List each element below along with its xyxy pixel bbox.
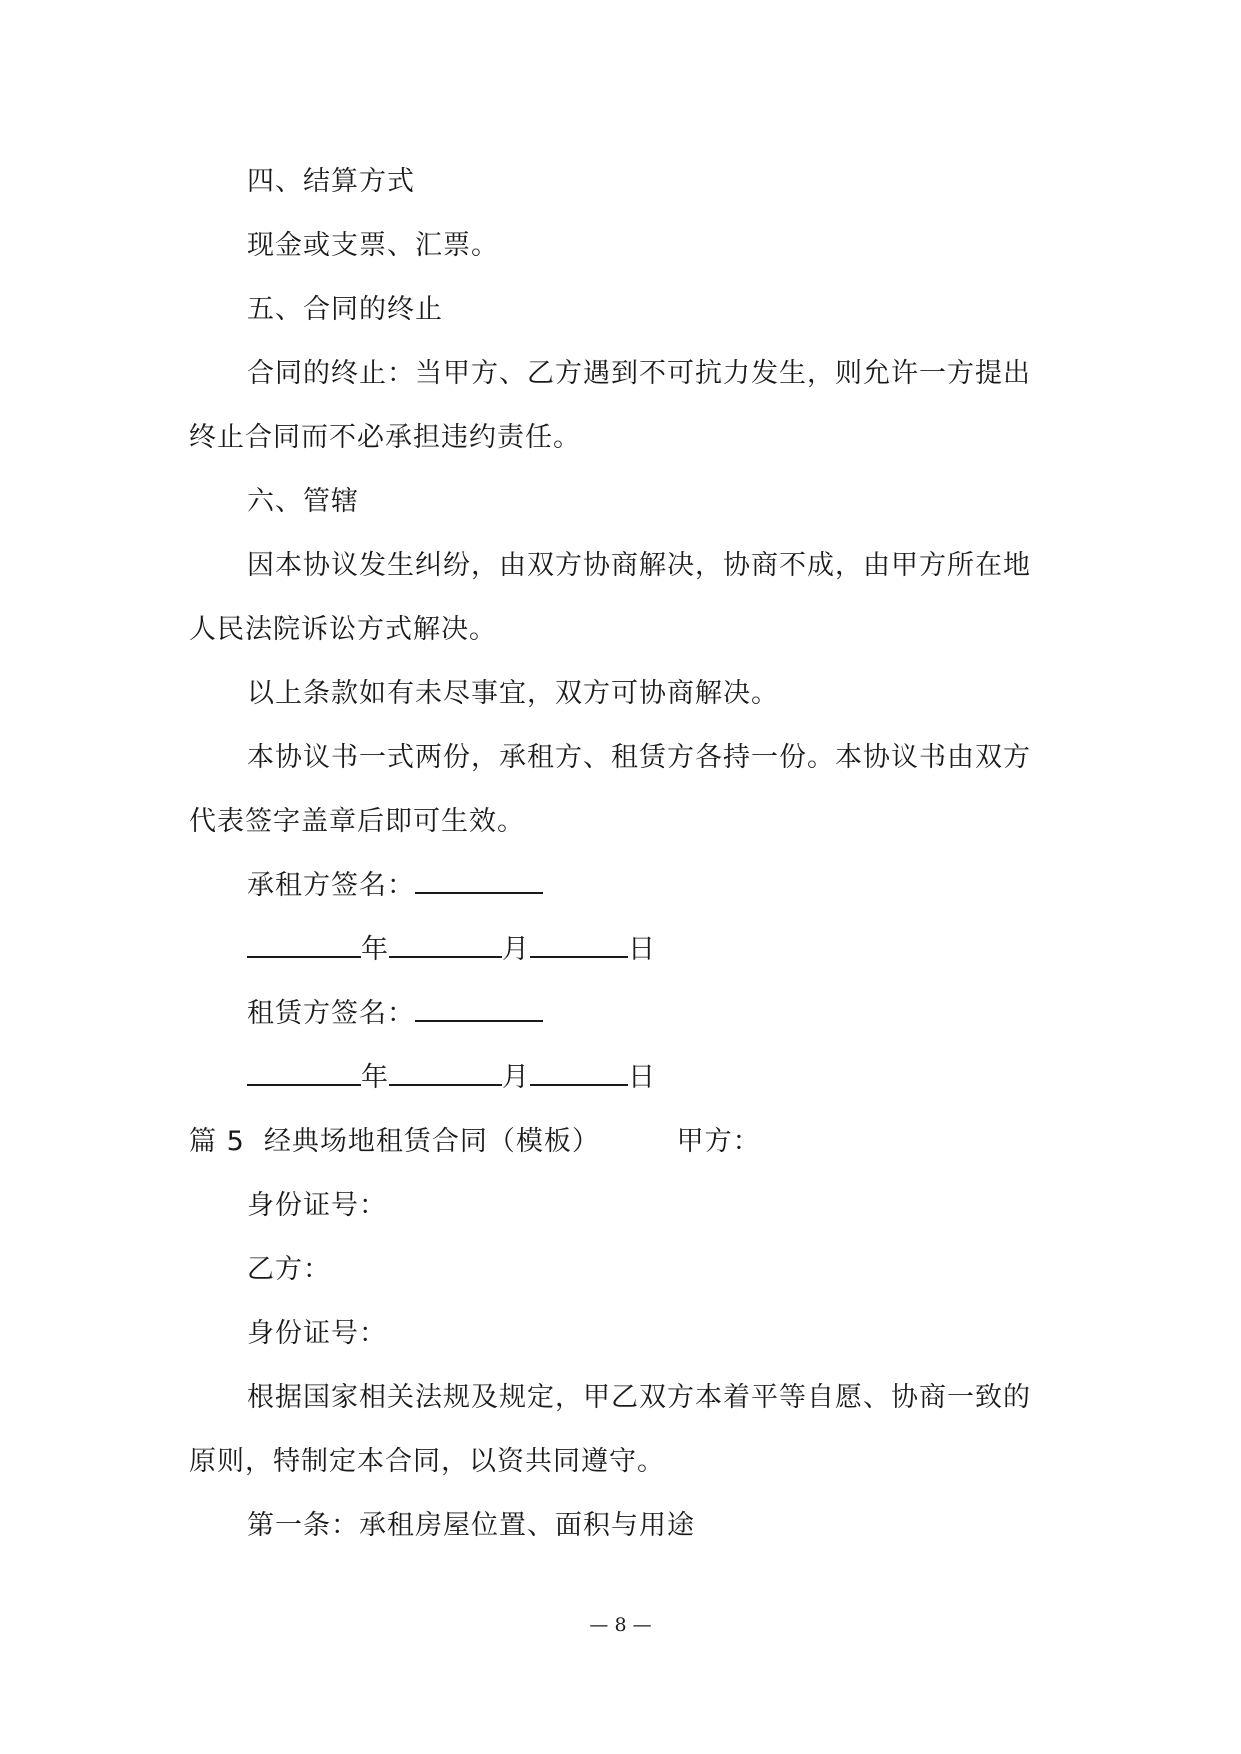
paragraph-text: 人民法院诉讼方式解决。	[189, 614, 497, 645]
day-blank	[530, 934, 628, 958]
month-blank	[389, 934, 502, 958]
year-label: 年	[361, 1062, 389, 1093]
lessor-signature-line	[247, 994, 543, 1034]
section-heading-jurisdiction: 六、管辖	[247, 486, 359, 517]
party-b-field: 乙方：	[247, 1254, 331, 1285]
month-blank	[389, 1062, 502, 1086]
paragraph-text: 根据国家相关法规及规定，甲乙双方本着平等自愿、协商一致的	[247, 1382, 1031, 1413]
day-blank	[530, 1062, 628, 1086]
paragraph-text: 现金或支票、汇票。	[247, 230, 499, 261]
lessor-signature-label: 租赁方签名：	[247, 998, 415, 1029]
section-heading-settlement: 四、结算方式	[247, 166, 415, 197]
paragraph-text: 终止合同而不必承担违约责任。	[189, 422, 581, 453]
party-a-id-field: 身份证号：	[247, 1190, 387, 1221]
lessor-date-line	[247, 1058, 656, 1098]
paragraph-text: 代表签字盖章后即可生效。	[189, 806, 525, 837]
article-heading: 第一条：承租房屋位置、面积与用途	[247, 1510, 695, 1541]
section-heading-termination: 五、合同的终止	[247, 294, 443, 325]
month-label: 月	[502, 934, 530, 965]
signature-blank	[415, 998, 543, 1022]
lessee-signature-label: 承租方签名：	[247, 870, 415, 901]
paragraph-text: 因本协议发生纠纷，由双方协商解决，协商不成，由甲方所在地	[247, 550, 1031, 581]
day-label: 日	[628, 934, 656, 965]
page-number: — 8 —	[589, 1614, 652, 1636]
day-label: 日	[628, 1062, 656, 1093]
party-b-id-field: 身份证号：	[247, 1318, 387, 1349]
year-label: 年	[361, 934, 389, 965]
year-blank	[247, 934, 361, 958]
paragraph-text: 以上条款如有未尽事宜，双方可协商解决。	[247, 678, 779, 709]
year-blank	[247, 1062, 361, 1086]
month-label: 月	[502, 1062, 530, 1093]
paragraph-text: 合同的终止：当甲方、乙方遇到不可抗力发生，则允许一方提出	[247, 358, 1031, 389]
contract-title: 篇 5 经典场地租赁合同（模板） 甲方：	[189, 1126, 761, 1157]
signature-blank	[415, 870, 543, 894]
paragraph-text: 本协议书一式两份，承租方、租赁方各持一份。本协议书由双方	[247, 742, 1031, 773]
lessee-date-line	[247, 930, 656, 970]
paragraph-text: 原则，特制定本合同，以资共同遵守。	[189, 1446, 665, 1477]
lessee-signature-line	[247, 866, 543, 906]
